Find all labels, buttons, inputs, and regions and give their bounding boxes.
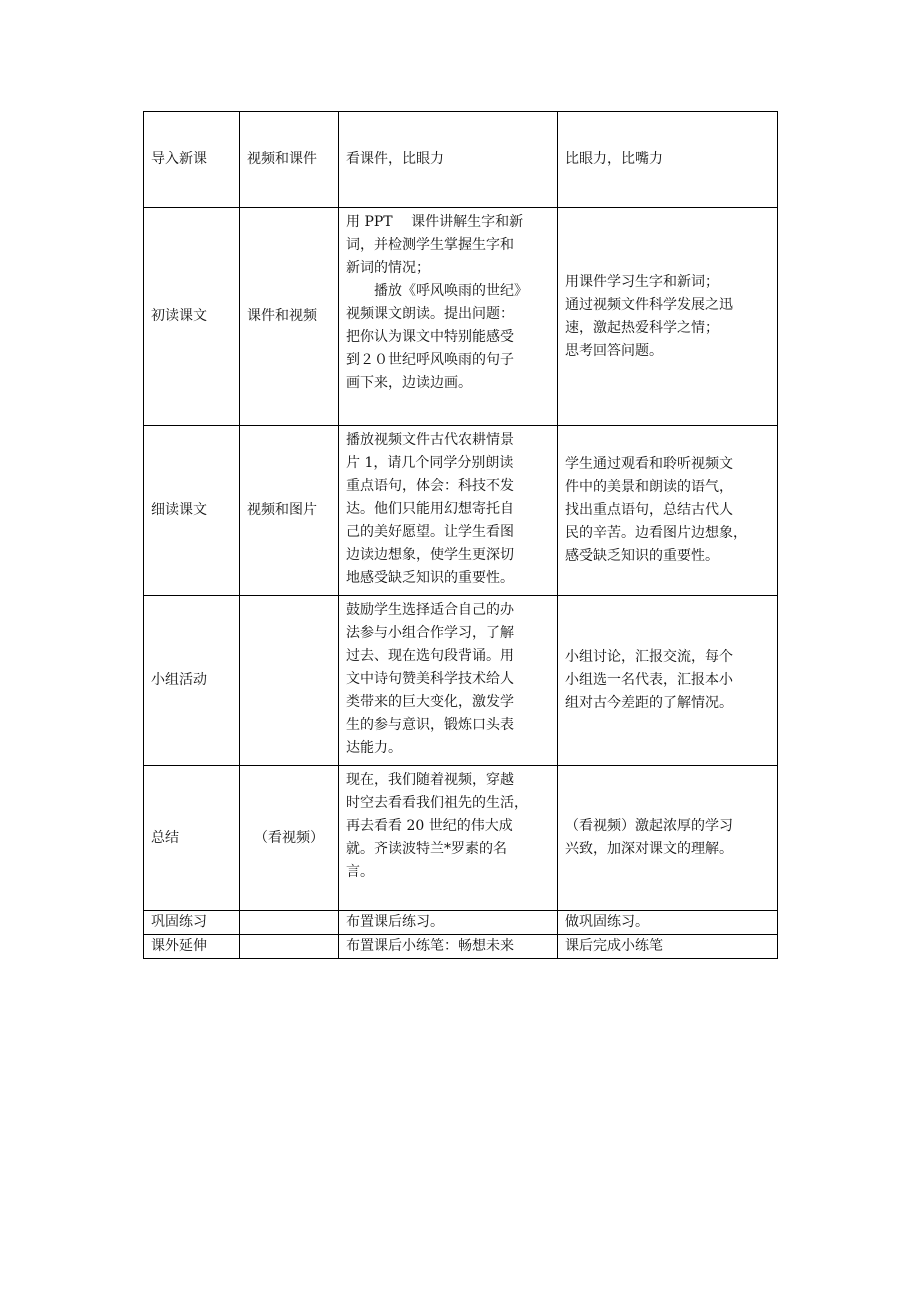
student-activity-cell: 做巩固练习。 [558, 911, 778, 935]
text-line: 边读边想象，使学生更深切 [346, 547, 514, 563]
text-line: 视频课文朗读。提出问题： [346, 306, 514, 322]
text-line: 类带来的巨大变化，激发学 [346, 694, 514, 710]
table-row [144, 426, 778, 596]
teacher-activity-cell: 布置课后小练笔：畅想未来 [339, 935, 558, 959]
text-line: 组对古今差距的了解情况。 [565, 695, 733, 711]
teacher-activity-cell [339, 208, 558, 426]
media-cell: 视频和图片 [240, 426, 339, 596]
media-cell: 课件和视频 [240, 208, 339, 426]
student-activity-cell: 比眼力，比嘴力 [558, 112, 778, 208]
text-line: 地感受缺乏知识的重要性。 [346, 570, 514, 586]
text-line: 再去看看 20 世纪的伟大成 [346, 818, 513, 834]
text-line: 法参与小组合作学习，了解 [346, 625, 514, 641]
student-activity-cell [558, 208, 778, 426]
text-line: 兴致，加深对课文的理解。 [565, 841, 733, 857]
stage-cell: 初读课文 [144, 208, 240, 426]
text-line: 用课件学习生字和新词； [565, 273, 719, 290]
text-line: 通过视频文件科学发展之迅 [565, 296, 733, 313]
teacher-activity-cell [339, 766, 558, 911]
text-line: 播放《呼风唤雨的世纪》 [374, 283, 528, 299]
stage-cell: 细读课文 [144, 426, 240, 596]
table-row [144, 911, 778, 935]
text-line: 用 PPT 课件讲解生字和新 [346, 214, 524, 230]
text-line: 达能力。 [346, 740, 402, 756]
media-cell [240, 935, 339, 959]
text-line: 就。齐读波特兰*罗素的名 [346, 841, 507, 857]
student-activity-cell [558, 426, 778, 596]
table-row [144, 935, 778, 959]
text-line: 言。 [346, 864, 374, 880]
text-line: 到２０世纪呼风唤雨的句子 [346, 352, 514, 368]
teacher-activity-cell [339, 596, 558, 766]
text-line: 时空去看看我们祖先的生活， [346, 795, 528, 811]
stage-cell: 小组活动 [144, 596, 240, 766]
stage-cell: 课外延伸 [144, 935, 240, 959]
teacher-activity-cell: 布置课后练习。 [339, 911, 558, 935]
text-line: 小组选一名代表，汇报本小 [565, 672, 733, 688]
stage-cell: 总结 [144, 766, 240, 911]
teacher-activity-cell: 看课件，比眼力 [339, 112, 558, 208]
text-line: 件中的美景和朗读的语气， [565, 479, 733, 495]
table-row [144, 596, 778, 766]
text-line: 小组讨论，汇报交流，每个 [565, 649, 733, 665]
student-activity-cell: 课后完成小练笔 [558, 935, 778, 959]
media-cell: （看视频） [240, 766, 339, 911]
table-row [144, 208, 778, 426]
text-line: 文中诗句赞美科学技术给人 [346, 671, 514, 687]
text-line: （看视频）激起浓厚的学习 [565, 818, 733, 834]
table-row [144, 766, 778, 911]
text-line: 词，并检测学生掌握生字和 [346, 237, 514, 253]
student-activity-cell [558, 596, 778, 766]
text-line: 民的辛苦。边看图片边想象， [565, 525, 747, 541]
text-line: 把你认为课文中特别能感受 [346, 329, 514, 345]
table-row [144, 112, 778, 208]
stage-cell: 导入新课 [144, 112, 240, 208]
text-line: 画下来，边读边画。 [346, 375, 472, 391]
media-cell: 视频和课件 [240, 112, 339, 208]
lesson-plan-table [143, 111, 778, 959]
text-line: 现在，我们随着视频，穿越 [346, 772, 514, 788]
text-line: 鼓励学生选择适合自己的办 [346, 602, 514, 618]
text-line: 重点语句，体会：科技不发 [346, 478, 514, 494]
text-line: 学生通过观看和聆听视频文 [565, 456, 733, 472]
text-line: 新词的情况； [346, 260, 430, 276]
media-cell [240, 596, 339, 766]
text-line: 速，激起热爱科学之情； [565, 319, 719, 336]
text-line: 达。他们只能用幻想寄托自 [346, 501, 514, 517]
text-line: 找出重点语句，总结古代人 [565, 502, 733, 518]
text-line: 生的参与意识，锻炼口头表 [346, 717, 514, 733]
stage-cell: 巩固练习 [144, 911, 240, 935]
text-line: 播放视频文件古代农耕情景 [346, 432, 514, 448]
text-line: 己的美好愿望。让学生看图 [346, 524, 514, 540]
teacher-activity-cell [339, 426, 558, 596]
student-activity-cell [558, 766, 778, 911]
text-line: 过去、现在选句段背诵。用 [346, 648, 514, 664]
text-line: 思考回答问题。 [565, 342, 663, 359]
text-line: 片 1，请几个同学分别朗读 [346, 455, 514, 471]
text-line: 感受缺乏知识的重要性。 [565, 548, 719, 564]
media-cell [240, 911, 339, 935]
